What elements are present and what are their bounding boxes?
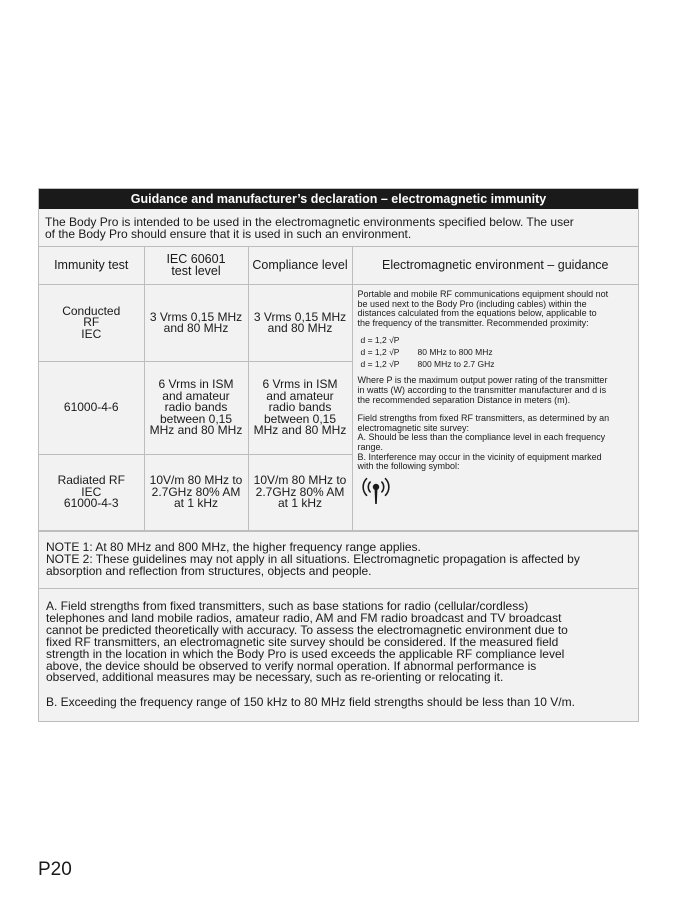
table-row	[39, 285, 638, 362]
cell-line: and amateur	[162, 388, 230, 403]
cell-line: 6 Vrms in ISM	[158, 377, 234, 392]
immunity-grid	[39, 247, 638, 531]
cell-line: at 1 kHz	[277, 496, 322, 511]
header-iec-level	[144, 247, 248, 285]
guidance-line: electromagnetic site survey:	[357, 422, 470, 433]
cell-line: Radiated RF	[57, 473, 125, 488]
cell-line: 3 Vrms 0,15 MHz	[149, 309, 243, 324]
note-line: NOTE 2: These guidelines may not apply in all situations. Electromagnetic propagation is affected by	[46, 552, 580, 566]
non-ionizing-radiation-icon	[358, 476, 394, 506]
guidance-line: range.	[357, 441, 384, 452]
cell-line: IEC	[81, 484, 102, 499]
test-conducted-rf	[39, 285, 144, 362]
equation-formula: d = 1,2 √P	[360, 347, 400, 358]
compliance-ism	[248, 362, 352, 455]
note-line: NOTE 1: At 80 MHz and 800 MHz, the higher frequency range applies.	[46, 540, 421, 554]
cell-line: between 0,15	[263, 411, 337, 426]
cell-line: 10V/m 80 MHz to	[149, 473, 243, 488]
guidance-line: distances calculated from the equations below, applicable to	[357, 308, 597, 319]
cell-line: and 80 MHz	[267, 321, 333, 335]
footnote-a-line: above, the device should be observed to verify normal operation. If abnormal performance is	[46, 658, 537, 673]
cell-line: RF	[83, 315, 100, 330]
iec-level-ism	[144, 362, 248, 455]
footnote-b: B. Exceeding the frequency range of 150 kHz to 80 MHz field strengths should be less than 10 V/m.	[46, 695, 575, 710]
cell-line: 2.7GHz 80% AM	[151, 484, 241, 499]
cell-line: radio bands	[164, 400, 228, 415]
iec-level-conducted	[144, 285, 248, 362]
footnote-a-line: observed, additional measures may be necessary, such as re-orienting or relocating it.	[46, 670, 504, 685]
guidance-line: with the following symbol:	[357, 461, 460, 472]
footnote-a-line: fixed RF transmitters, an electromagnetic site survey should be considered. If the measured field	[46, 634, 559, 649]
equation-1	[361, 334, 635, 346]
cell-line: radio bands	[268, 400, 332, 415]
guidance-line: be used next to the Body Pro (including cables) within the	[357, 298, 587, 309]
cell-line: IEC	[81, 326, 102, 341]
test-61000-4-6	[39, 362, 144, 455]
equation-formula: d = 1,2 √P	[360, 335, 400, 346]
test-radiated-rf	[39, 455, 144, 531]
header-immunity-test: Immunity test	[39, 247, 144, 285]
intro-line: The Body Pro is intended to be used in the electromagnetic environments specified below. The user	[45, 215, 574, 229]
equation-3	[361, 358, 635, 370]
footnotes-section	[39, 589, 638, 721]
footnote-a-line: cannot be predicted theoretically with accuracy. To assess the electromagnetic environment due to	[46, 622, 568, 637]
cell-line: MHz and 80 MHz	[149, 423, 243, 438]
header-row	[39, 247, 638, 285]
cell-line: at 1 kHz	[173, 496, 218, 511]
cell-line: 61000-4-6	[63, 400, 119, 415]
cell-line: Conducted	[62, 303, 121, 318]
header-guidance: Electromagnetic environment – guidance	[352, 247, 638, 285]
cell-line: and amateur	[266, 388, 334, 403]
equation-range: 80 MHz to 800 MHz	[417, 347, 493, 358]
equation-formula: d = 1,2 √P	[360, 359, 400, 370]
guidance-line: in watts (W) according to the transmitter manufacturer and d is	[357, 384, 607, 395]
compliance-radiated	[248, 455, 352, 531]
cell-line: MHz and 80 MHz	[253, 423, 347, 438]
cell-line: 2.7GHz 80% AM	[255, 484, 345, 499]
footnote-a-line: strength in the location in which the Body Pro is used exceeds the applicable RF compliance level	[46, 646, 565, 661]
footnote-a-line: telephones and land mobile radios, amateur radio, AM and FM radio broadcast and TV broadcast	[46, 610, 562, 625]
equation-2	[361, 346, 635, 358]
header-line: test level	[171, 263, 221, 278]
note-line: absorption and reflection from structures, objects and people.	[46, 564, 372, 578]
cell-line: 61000-4-3	[63, 496, 119, 511]
header-compliance-level: Compliance level	[248, 247, 352, 285]
cell-line: 6 Vrms in ISM	[262, 377, 338, 392]
guidance-line: Field strengths from fixed RF transmitters, as determined by an	[357, 413, 610, 424]
intro-text	[39, 209, 638, 247]
guidance-cell	[352, 285, 638, 531]
cell-line: 10V/m 80 MHz to	[253, 473, 347, 488]
iec-level-radiated	[144, 455, 248, 531]
emc-immunity-table	[38, 188, 639, 722]
guidance-line: B. Interference may occur in the vicinity of equipment marked	[357, 451, 602, 462]
cell-line: 3 Vrms 0,15 MHz	[253, 309, 347, 324]
equation-range: 800 MHz to 2.7 GHz	[417, 359, 495, 370]
guidance-line: Where P is the maximum output power rating of the transmitter	[357, 375, 608, 386]
cell-line: between 0,15	[159, 411, 233, 426]
compliance-conducted	[248, 285, 352, 362]
table-title: Guidance and manufacturer’s declaration – electromagnetic immunity	[39, 189, 638, 209]
footnote-a-line: A. Field strengths from fixed transmitters, such as base stations for radio (cellular/cordless)	[46, 599, 529, 613]
notes-section	[39, 531, 638, 589]
header-line: IEC 60601	[166, 252, 226, 266]
cell-line: and 80 MHz	[163, 321, 229, 335]
guidance-line: Portable and mobile RF communications equipment should not	[357, 289, 609, 299]
page-number: P20	[38, 859, 72, 880]
guidance-line: the recommended separation Distance in meters (m).	[357, 394, 571, 405]
guidance-line: A. Should be less than the compliance level in each frequency	[357, 432, 606, 443]
guidance-line: the frequency of the transmitter. Recommended proximity:	[357, 317, 589, 328]
intro-line: of the Body Pro should ensure that it is used in such an environment.	[45, 227, 412, 241]
